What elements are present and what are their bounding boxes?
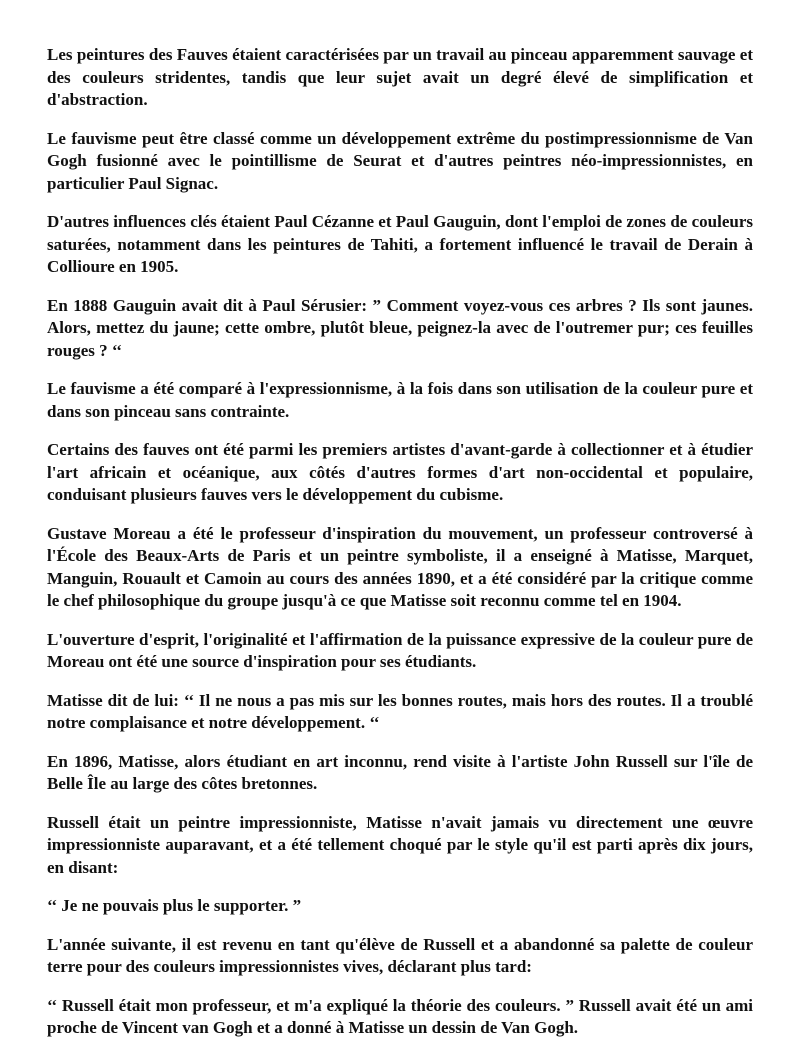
paragraph-following-year: L'année suivante, il est revenu en tant qu'élève de Russell et a abandonné sa palette de couleur terre pour des couleurs impressionnistes vives, déclarant plus tard: xyxy=(47,934,753,976)
paragraph-expressionism-comparison: Le fauvisme a été comparé à l'expressionnisme, à la fois dans son utilisation de la couleur pure et dans son pinceau sans contrainte. xyxy=(47,379,753,421)
paragraph-key-influences: D'autres influences clés étaient Paul Cézanne et Paul Gauguin, dont l'emploi de zones de couleurs saturées, notamment dans les peintures de Tahiti, a fortement influencé le travail de Derain à Collioure en 1905. xyxy=(47,212,753,276)
document-page xyxy=(47,44,753,1056)
paragraph-visit-john-russell: En 1896, Matisse, alors étudiant en art inconnu, rend visite à l'artiste John Russell sur l'île de Belle Île au large des côtes bretonnes. xyxy=(47,751,753,793)
paragraph-fauves-painting-style: Les peintures des Fauves étaient caractérisées par un travail au pinceau apparemment sauvage et des couleurs stridentes, tandis que leur sujet avait un degré élevé de simplification et d'abstraction. xyxy=(47,45,753,109)
paragraph-russell-professor: ‘‘ Russell était mon professeur, et m'a expliqué la théorie des couleurs. ” Russell avait été un ami proche de Vincent van Gogh et a donné à Matisse un dessin de Van Gogh. xyxy=(47,995,753,1037)
paragraph-african-oceanic-art: Certains des fauves ont été parmi les premiers artistes d'avant-garde à collectionner et à étudier l'art africain et océanique, aux côtés d'autres formes d'art non-occidental et populaire, conduisant plusieurs fauves vers le développement du cubisme. xyxy=(47,440,753,504)
paragraph-matisse-on-moreau: Matisse dit de lui: ‘‘ Il ne nous a pas mis sur les bonnes routes, mais hors des routes. Il a troublé notre complaisance et notre développement. ‘‘ xyxy=(47,690,753,732)
paragraph-moreau-inspiration: L'ouverture d'esprit, l'originalité et l'affirmation de la puissance expressive de la couleur pure de Moreau ont été une source d'inspiration pour ses étudiants. xyxy=(47,629,753,671)
paragraph-gauguin-quote: En 1888 Gauguin avait dit à Paul Sérusier: ” Comment voyez-vous ces arbres ? Ils sont jaunes. Alors, mettez du jaune; cette ombre, plutôt bleue, peignez-la avec de l'outremer pur; ces feuilles rouges ? ‘‘ xyxy=(47,295,753,360)
paragraph-gustave-moreau: Gustave Moreau a été le professeur d'inspiration du mouvement, un professeur controversé à l'École des Beaux-Arts de Paris et un peintre symboliste, il a enseigné à Matisse, Marquet, Manguin, Rouault et Camoin au cours des années 1890, et a été considéré par la critique comme le chef philosophique du groupe jusqu'à ce que Matisse soit reconnu comme tel en 1904. xyxy=(47,523,753,610)
paragraph-matisse-quote-support: ‘‘ Je ne pouvais plus le supporter. ” xyxy=(47,896,302,915)
paragraph-russell-impressionist: Russell était un peintre impressionniste, Matisse n'avait jamais vu directement une œuvre impressionniste auparavant, et a été tellement choqué par le style qu'il est parti après dix jours, en disant: xyxy=(47,812,753,877)
paragraph-fauvism-classification: Le fauvisme peut être classé comme un développement extrême du postimpressionnisme de Van Gogh fusionné avec le pointillisme de Seurat et d'autres peintres néo-impressionnistes, en particulier Paul Signac. xyxy=(47,128,753,193)
